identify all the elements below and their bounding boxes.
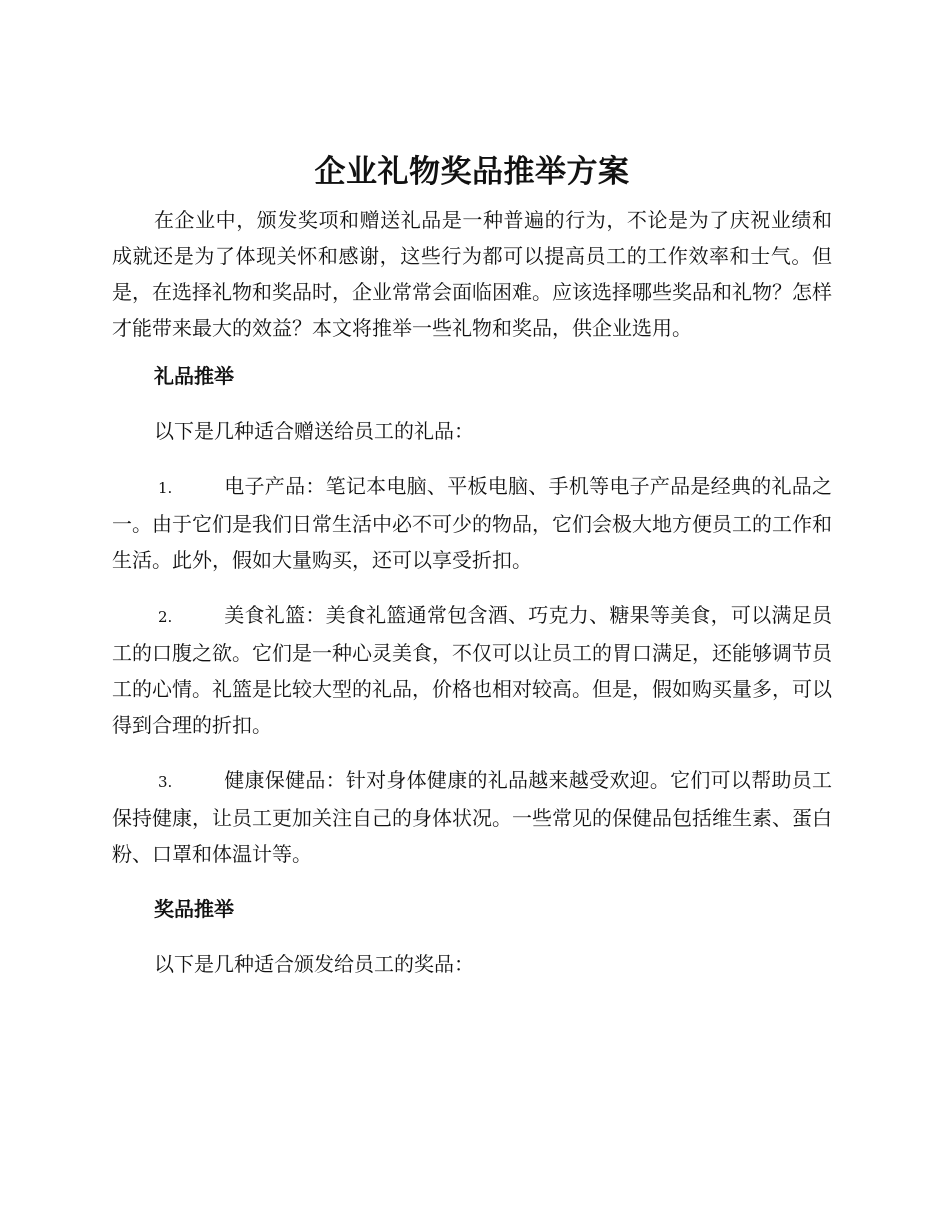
document-page [112, 150, 832, 1001]
award-section-heading: 奖品推举 [154, 897, 234, 921]
list-number: 1. [158, 479, 173, 497]
list-item-text: 健康保健品：针对身体健康的礼品越来越受欢迎。它们可以帮助员工保持健康，让员工更加关注自己的身体状况。一些常见的保健品包括维生素、蛋白粉、口罩和体温计等。 [112, 768, 832, 866]
list-number: 3. [158, 773, 173, 791]
gift-section-lead: 以下是几种适合赠送给员工的礼品： [154, 419, 474, 443]
intro-paragraph: 在企业中，颁发奖项和赠送礼品是一种普遍的行为，不论是为了庆祝业绩和成就还是为了体现关怀和感谢，这些行为都可以提高员工的工作效率和士气。但是，在选择礼物和奖品时，企业常常会面临困难。应该选择哪些奖品和礼物？怎样才能带来最大的效益？本文将推举一些礼物和奖品，供企业选用。 [112, 208, 832, 340]
gift-list-item [112, 468, 832, 578]
gift-section-heading: 礼品推举 [154, 364, 234, 388]
gift-list-item [112, 762, 832, 872]
gift-list-item [112, 597, 832, 743]
list-item-text: 电子产品：笔记本电脑、平板电脑、手机等电子产品是经典的礼品之一。由于它们是我们日常生活中必不可少的物品，它们会极大地方便员工的工作和生活。此外，假如大量购买，还可以享受折扣。 [112, 474, 832, 572]
document-title: 企业礼物奖品推举方案 [314, 154, 630, 190]
list-item-text: 美食礼篮：美食礼篮通常包含酒、巧克力、糖果等美食，可以满足员工的口腹之欲。它们是一种心灵美食，不仅可以让员工的胃口满足，还能够调节员工的心情。礼篮是比较大型的礼品，价格也相对较高。但是，假如购买量多，可以得到合理的折扣。 [112, 603, 832, 737]
list-number: 2. [158, 608, 173, 626]
award-section-lead: 以下是几种适合颁发给员工的奖品： [154, 952, 474, 976]
